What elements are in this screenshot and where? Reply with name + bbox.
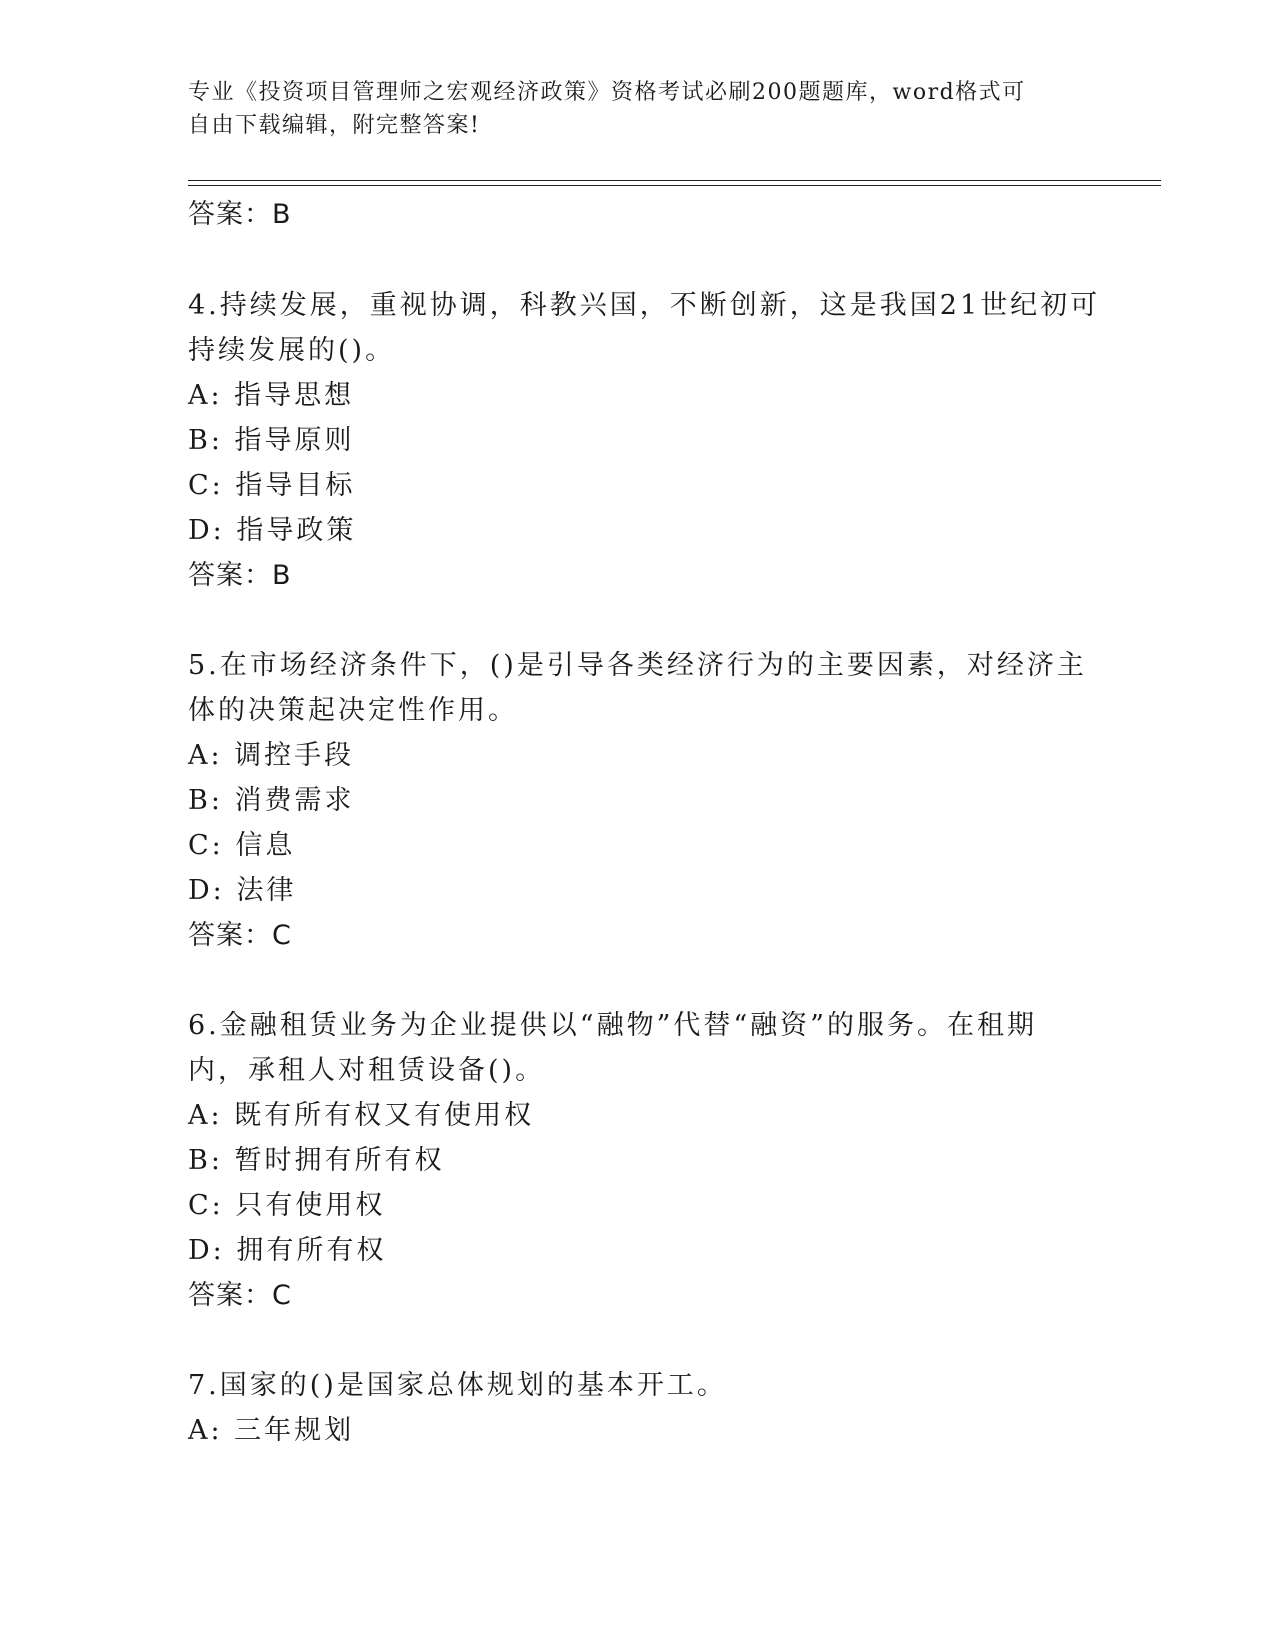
header-divider-bottom (188, 185, 1161, 186)
header-line-1: 专业《投资项目管理师之宏观经济政策》资格考试必刷200题题库，word格式可 (188, 80, 1026, 105)
question-7-option-a: A: 三年规划 (188, 1415, 355, 1446)
question-5-line-1: 5.在市场经济条件下，()是引导各类经济行为的主要因素，对经济主 (188, 650, 1087, 681)
question-5-option-b: B: 消费需求 (188, 785, 355, 816)
question-6-line-1: 6.金融租赁业务为企业提供以“融物”代替“融资”的服务。在租期 (188, 1010, 1037, 1041)
question-4-option-a: A: 指导思想 (188, 380, 355, 411)
question-5-option-a: A: 调控手段 (188, 740, 355, 771)
question-5-line-2: 体的决策起决定性作用。 (188, 695, 518, 726)
question-7-line-1: 7.国家的()是国家总体规划的基本开工。 (188, 1370, 727, 1401)
document-header (188, 76, 1088, 142)
header-divider-top (188, 180, 1161, 181)
question-4-option-b: B: 指导原则 (188, 425, 355, 456)
question-5-option-c: C: 信息 (188, 830, 296, 861)
answer-line-q3: 答案：B (188, 199, 292, 230)
question-5-answer: 答案：C (188, 920, 292, 951)
question-4-option-c: C: 指导目标 (188, 470, 356, 501)
question-4-answer: 答案：B (188, 560, 292, 591)
question-4-line-1: 4.持续发展，重视协调，科教兴国，不断创新，这是我国21世纪初可 (188, 290, 1101, 321)
question-6-option-d: D: 拥有所有权 (188, 1235, 387, 1266)
question-6-option-c: C: 只有使用权 (188, 1190, 386, 1221)
question-5-option-d: D: 法律 (188, 875, 297, 906)
question-4-line-2: 持续发展的()。 (188, 335, 396, 366)
question-6-option-b: B: 暂时拥有所有权 (188, 1145, 445, 1176)
question-4-option-d: D: 指导政策 (188, 515, 357, 546)
question-6-line-2: 内，承租人对租赁设备()。 (188, 1055, 546, 1086)
header-line-2: 自由下载编辑，附完整答案! (188, 113, 481, 138)
question-6-option-a: A: 既有所有权又有使用权 (188, 1100, 535, 1131)
question-6-answer: 答案：C (188, 1280, 292, 1311)
